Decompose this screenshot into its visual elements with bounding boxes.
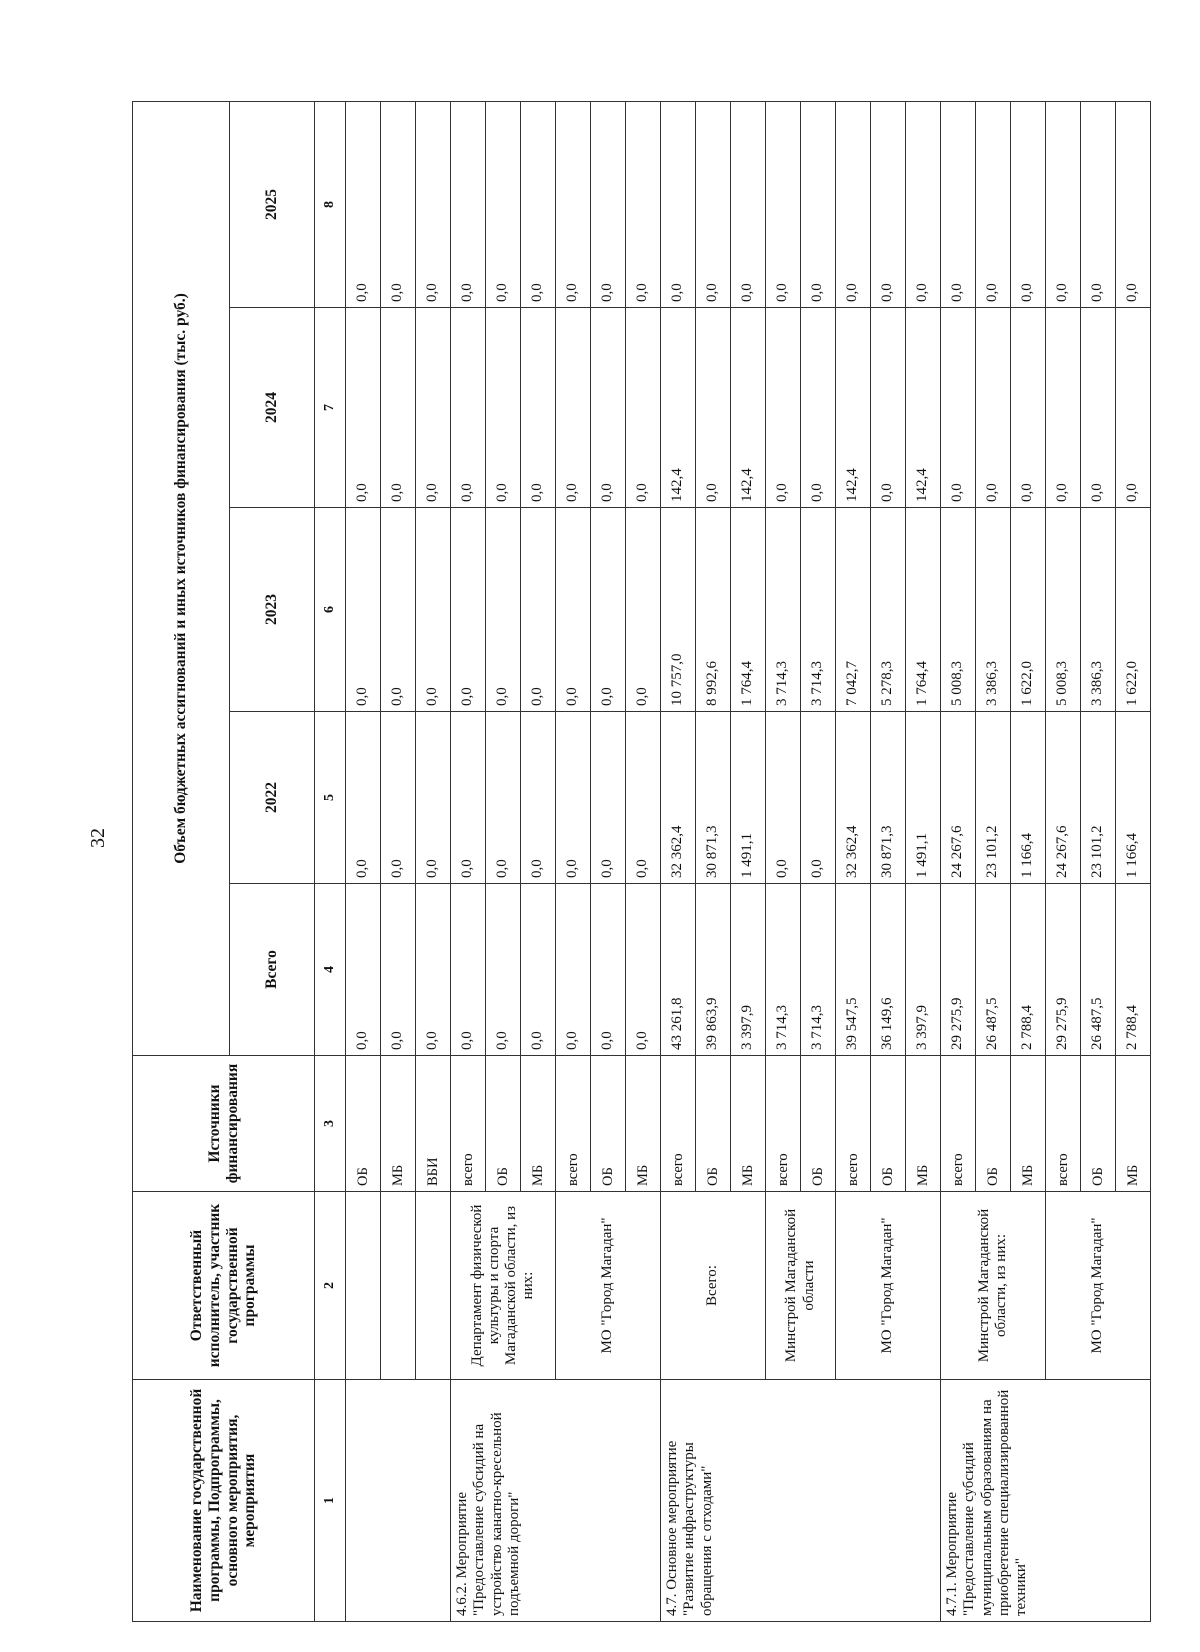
value-cell: 0,0 [941, 101, 976, 307]
value-cell: 29 275,9 [1046, 884, 1081, 1056]
value-cell: 5 008,3 [1046, 508, 1081, 712]
column-number: 2 [315, 1192, 346, 1380]
header-2022: 2022 [230, 712, 315, 884]
value-cell: 0,0 [556, 508, 591, 712]
page-number: 32 [86, 828, 109, 848]
value-cell: 0,0 [381, 508, 416, 712]
value-cell: 0,0 [486, 508, 521, 712]
value-cell: 0,0 [1081, 101, 1116, 307]
resp-cell-blank [346, 1192, 381, 1380]
value-cell: 0,0 [346, 884, 381, 1056]
value-cell: 8 992,6 [696, 508, 731, 712]
value-cell: 0,0 [1011, 308, 1046, 508]
source-cell: всего [556, 1056, 591, 1192]
header-2023: 2023 [230, 508, 315, 712]
value-cell: 23 101,2 [1081, 712, 1116, 884]
value-cell: 0,0 [521, 508, 556, 712]
value-cell: 0,0 [416, 308, 451, 508]
column-number: 7 [315, 308, 346, 508]
responsible-dep-sport: Департамент физической культуры и спорта Магаданской области, из них: [451, 1192, 556, 1380]
value-cell: 0,0 [451, 308, 486, 508]
column-number: 1 [315, 1380, 346, 1622]
resp-cell-blank [416, 1192, 451, 1380]
source-cell: всего [836, 1056, 871, 1192]
source-cell: МБ [381, 1056, 416, 1192]
value-cell: 0,0 [381, 308, 416, 508]
column-number: 5 [315, 712, 346, 884]
source-cell: МБ [1116, 1056, 1151, 1192]
value-cell: 0,0 [1046, 101, 1081, 307]
value-cell: 0,0 [416, 884, 451, 1056]
value-cell: 0,0 [591, 508, 626, 712]
source-cell: МБ [626, 1056, 661, 1192]
value-cell: 0,0 [626, 308, 661, 508]
value-cell: 0,0 [486, 712, 521, 884]
value-cell: 142,4 [661, 308, 696, 508]
value-cell: 0,0 [801, 308, 836, 508]
value-cell: 0,0 [1011, 101, 1046, 307]
source-cell: ОБ [346, 1056, 381, 1192]
source-cell: МБ [906, 1056, 941, 1192]
value-cell: 1 622,0 [1116, 508, 1151, 712]
value-cell: 1 491,1 [906, 712, 941, 884]
responsible-total: Всего: [661, 1192, 766, 1380]
value-cell: 0,0 [346, 308, 381, 508]
header-volume-group: Объем бюджетных ассигнований и иных источников финансирования (тыс. руб.) [133, 101, 230, 1055]
value-cell: 0,0 [556, 101, 591, 307]
value-cell: 23 101,2 [976, 712, 1011, 884]
source-cell: ОБ [976, 1056, 1011, 1192]
value-cell: 0,0 [766, 101, 801, 307]
source-cell: ОБ [696, 1056, 731, 1192]
value-cell: 0,0 [801, 101, 836, 307]
table-row [451, 101, 486, 1621]
column-number: 8 [315, 101, 346, 307]
resp-cell-blank [381, 1192, 416, 1380]
value-cell: 3 714,3 [801, 508, 836, 712]
value-cell: 24 267,6 [1046, 712, 1081, 884]
value-cell: 0,0 [591, 884, 626, 1056]
source-cell: ВБИ [416, 1056, 451, 1192]
value-cell: 0,0 [381, 884, 416, 1056]
value-cell: 5 008,3 [941, 508, 976, 712]
value-cell: 0,0 [346, 101, 381, 307]
table-row [661, 101, 696, 1621]
value-cell: 2 788,4 [1011, 884, 1046, 1056]
responsible-minstroi: Минстрой Магаданской области [766, 1192, 836, 1380]
value-cell: 32 362,4 [836, 712, 871, 884]
value-cell: 0,0 [381, 712, 416, 884]
column-number: 6 [315, 508, 346, 712]
header-sources: Источники финансирования [133, 1056, 315, 1192]
rotated-table-container [132, 102, 1141, 1622]
value-cell: 0,0 [871, 308, 906, 508]
value-cell: 0,0 [941, 308, 976, 508]
value-cell: 0,0 [626, 884, 661, 1056]
name-cell-blank [346, 1380, 451, 1622]
table-row [941, 101, 976, 1621]
value-cell: 0,0 [451, 884, 486, 1056]
column-number: 4 [315, 884, 346, 1056]
value-cell: 0,0 [696, 308, 731, 508]
value-cell: 0,0 [591, 712, 626, 884]
value-cell: 36 149,6 [871, 884, 906, 1056]
value-cell: 24 267,6 [941, 712, 976, 884]
value-cell: 3 714,3 [766, 508, 801, 712]
value-cell: 0,0 [766, 712, 801, 884]
value-cell: 30 871,3 [696, 712, 731, 884]
value-cell: 3 386,3 [1081, 508, 1116, 712]
source-cell: МБ [521, 1056, 556, 1192]
value-cell: 1 764,4 [731, 508, 766, 712]
responsible-mo-magadan: МО "Город Магадан" [836, 1192, 941, 1380]
value-cell: 0,0 [591, 101, 626, 307]
value-cell: 0,0 [521, 308, 556, 508]
value-cell: 0,0 [486, 101, 521, 307]
value-cell: 142,4 [731, 308, 766, 508]
value-cell: 0,0 [521, 712, 556, 884]
source-cell: ОБ [801, 1056, 836, 1192]
value-cell: 0,0 [486, 884, 521, 1056]
value-cell: 10 757,0 [661, 508, 696, 712]
value-cell: 1 622,0 [1011, 508, 1046, 712]
source-cell: всего [766, 1056, 801, 1192]
value-cell: 0,0 [626, 101, 661, 307]
value-cell: 0,0 [661, 101, 696, 307]
value-cell: 39 863,9 [696, 884, 731, 1056]
value-cell: 5 278,3 [871, 508, 906, 712]
header-total: Всего [230, 884, 315, 1056]
value-cell: 2 788,4 [1116, 884, 1151, 1056]
value-cell: 3 714,3 [801, 884, 836, 1056]
value-cell: 3 397,9 [906, 884, 941, 1056]
value-cell: 0,0 [556, 884, 591, 1056]
value-cell: 0,0 [976, 101, 1011, 307]
header-responsible: Ответственный исполнитель, участник государственной программы [133, 1192, 315, 1380]
value-cell: 0,0 [1046, 308, 1081, 508]
source-cell: ОБ [591, 1056, 626, 1192]
value-cell: 3 397,9 [731, 884, 766, 1056]
value-cell: 0,0 [521, 101, 556, 307]
value-cell: 26 487,5 [976, 884, 1011, 1056]
value-cell: 0,0 [591, 308, 626, 508]
value-cell: 0,0 [976, 308, 1011, 508]
source-cell: МБ [1011, 1056, 1046, 1192]
value-cell: 0,0 [346, 508, 381, 712]
value-cell: 0,0 [871, 101, 906, 307]
value-cell: 0,0 [416, 508, 451, 712]
value-cell: 0,0 [696, 101, 731, 307]
value-cell: 3 714,3 [766, 884, 801, 1056]
value-cell: 0,0 [836, 101, 871, 307]
value-cell: 0,0 [1116, 101, 1151, 307]
table-row [346, 101, 381, 1621]
value-cell: 0,0 [416, 712, 451, 884]
header-name: Наименование государственной программы, Подпрограммы, основного мероприятия, мероприятия [133, 1380, 315, 1622]
value-cell: 0,0 [486, 308, 521, 508]
activity-4-7-1-name: 4.7.1. Мероприятие "Предоставление субсидий муниципальным образованиям на приобретение специализированной техники" [941, 1380, 1151, 1622]
value-cell: 0,0 [766, 308, 801, 508]
responsible-minstroi: Минстрой Магаданской области, из них: [941, 1192, 1046, 1380]
activity-4-7-name: 4.7. Основное мероприятие "Развитие инфраструктуры обращения с отходами" [661, 1380, 941, 1622]
value-cell: 3 386,3 [976, 508, 1011, 712]
source-cell: ОБ [486, 1056, 521, 1192]
value-cell: 0,0 [626, 712, 661, 884]
value-cell: 32 362,4 [661, 712, 696, 884]
value-cell: 0,0 [1081, 308, 1116, 508]
value-cell: 29 275,9 [941, 884, 976, 1056]
header-2024: 2024 [230, 308, 315, 508]
responsible-mo-magadan: МО "Город Магадан" [1046, 1192, 1151, 1380]
value-cell: 0,0 [451, 508, 486, 712]
value-cell: 1 764,4 [906, 508, 941, 712]
value-cell: 0,0 [451, 101, 486, 307]
activity-4-6-2-name: 4.6.2. Мероприятие "Предоставление субсидий на устройство канатно-кресельной подъемной дороги" [451, 1380, 661, 1622]
source-cell: ОБ [871, 1056, 906, 1192]
value-cell: 0,0 [521, 884, 556, 1056]
value-cell: 142,4 [836, 308, 871, 508]
source-cell: ОБ [1081, 1056, 1116, 1192]
value-cell: 1 166,4 [1116, 712, 1151, 884]
value-cell: 0,0 [381, 101, 416, 307]
source-cell: всего [1046, 1056, 1081, 1192]
source-cell: всего [941, 1056, 976, 1192]
value-cell: 0,0 [626, 508, 661, 712]
value-cell: 0,0 [731, 101, 766, 307]
value-cell: 142,4 [906, 308, 941, 508]
value-cell: 1 491,1 [731, 712, 766, 884]
value-cell: 26 487,5 [1081, 884, 1116, 1056]
value-cell: 1 166,4 [1011, 712, 1046, 884]
source-cell: МБ [731, 1056, 766, 1192]
value-cell: 30 871,3 [871, 712, 906, 884]
budget-table [132, 101, 1151, 1622]
value-cell: 0,0 [906, 101, 941, 307]
value-cell: 0,0 [1116, 308, 1151, 508]
value-cell: 7 042,7 [836, 508, 871, 712]
value-cell: 43 261,8 [661, 884, 696, 1056]
value-cell: 0,0 [556, 308, 591, 508]
value-cell: 0,0 [416, 101, 451, 307]
header-2025: 2025 [230, 101, 315, 307]
value-cell: 0,0 [346, 712, 381, 884]
source-cell: всего [661, 1056, 696, 1192]
column-number: 3 [315, 1056, 346, 1192]
value-cell: 0,0 [451, 712, 486, 884]
value-cell: 39 547,5 [836, 884, 871, 1056]
responsible-mo-magadan: МО "Город Магадан" [556, 1192, 661, 1380]
source-cell: всего [451, 1056, 486, 1192]
value-cell: 0,0 [801, 712, 836, 884]
value-cell: 0,0 [556, 712, 591, 884]
